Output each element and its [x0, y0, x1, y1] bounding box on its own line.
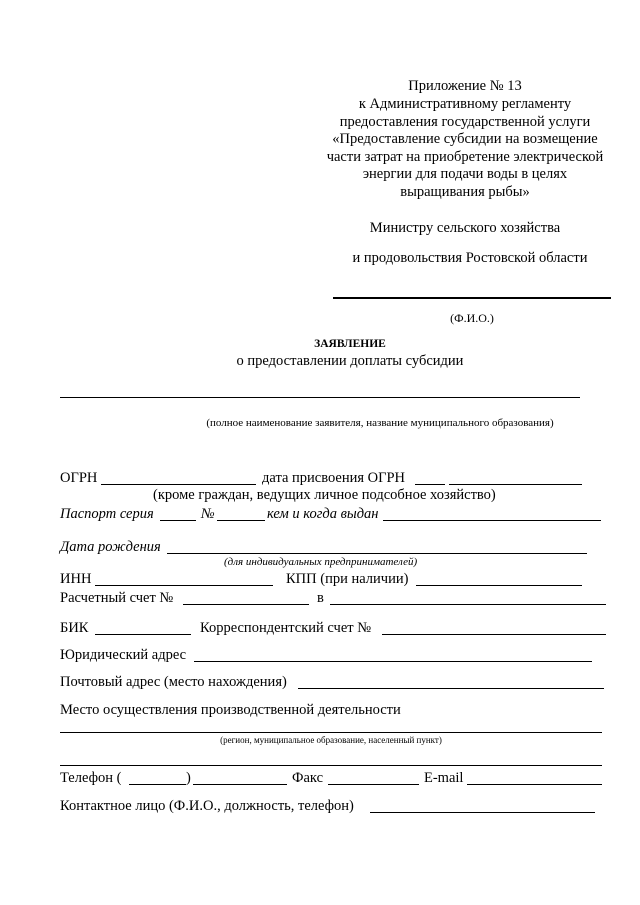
legal-address-field[interactable] [194, 661, 592, 662]
contact-person-field[interactable] [370, 812, 595, 813]
fio-caption: (Ф.И.О.) [450, 311, 494, 325]
appendix-line-6: энергии для подачи воды в целях [362, 166, 568, 182]
account-field[interactable] [183, 604, 309, 605]
inn-field[interactable] [95, 585, 273, 586]
production-place-field-2[interactable] [60, 765, 602, 766]
phone-code-field[interactable] [129, 784, 186, 785]
production-place-field[interactable] [60, 732, 602, 733]
passport-number-field[interactable] [217, 520, 265, 521]
fax-field[interactable] [328, 784, 419, 785]
kpp-field[interactable] [416, 585, 582, 586]
bik-label: БИК [60, 620, 89, 636]
ogrn-note: (кроме граждан, ведущих личное подсобное хозяйство) [153, 487, 496, 503]
contact-person-label: Контактное лицо (Ф.И.О., должность, телефон) [60, 798, 354, 814]
passport-series-label: Паспорт серия [60, 506, 154, 522]
ogrn-field[interactable] [101, 484, 256, 485]
email-field[interactable] [467, 784, 602, 785]
ogrn-date-field-b[interactable] [449, 484, 582, 485]
appendix-line-2: к Административному регламенту [358, 96, 572, 112]
applicant-name-caption: (полное наименование заявителя, название муниципального образования) [206, 417, 554, 429]
corr-account-field[interactable] [382, 634, 606, 635]
phone-label: Телефон ( [60, 770, 122, 786]
phone-number-field[interactable] [193, 784, 287, 785]
appendix-line-5: части затрат на приобретение электрической [326, 149, 604, 165]
postal-address-label: Почтовый адрес (место нахождения) [60, 674, 287, 690]
document-subtitle: о предоставлении доплаты субсидии [236, 353, 464, 369]
passport-series-field[interactable] [160, 520, 196, 521]
phone-close-paren: ) [186, 770, 191, 786]
email-label: E-mail [424, 770, 464, 786]
addressee-line-1: Министру сельского хозяйства [369, 220, 561, 236]
birth-date-label: Дата рождения [60, 539, 161, 555]
fio-underline[interactable] [333, 297, 611, 299]
account-in-label: в [317, 590, 324, 606]
entrepreneur-note: (для индивидуальных предпринимателей) [224, 556, 418, 568]
kpp-label: КПП (при наличии) [286, 571, 409, 587]
ogrn-label: ОГРН [60, 470, 98, 486]
inn-label: ИНН [60, 571, 92, 587]
appendix-line-3: предоставления государственной услуги [339, 114, 591, 130]
postal-address-field[interactable] [298, 688, 604, 689]
birth-date-field[interactable] [167, 553, 587, 554]
account-label: Расчетный счет № [60, 590, 174, 606]
legal-address-label: Юридический адрес [60, 647, 187, 663]
production-place-label: Место осуществления производственной деятельности [60, 702, 401, 718]
passport-number-label: № [201, 506, 215, 522]
appendix-line-1: Приложение № 13 [408, 78, 522, 94]
appendix-line-4: «Предоставление субсидии на возмещение [332, 131, 598, 147]
document-title: ЗАЯВЛЕНИЕ [314, 338, 386, 350]
ogrn-date-label: дата присвоения ОГРН [262, 470, 406, 486]
fax-label: Факс [292, 770, 324, 786]
bank-name-field[interactable] [330, 604, 606, 605]
corr-account-label: Корреспондентский счет № [200, 620, 372, 636]
bik-field[interactable] [95, 634, 191, 635]
ogrn-date-field-a[interactable] [415, 484, 445, 485]
passport-issued-field[interactable] [383, 520, 601, 521]
appendix-line-7: выращивания рыбы» [400, 184, 530, 200]
production-place-caption: (регион, муниципальное образование, населенный пункт) [220, 735, 442, 745]
addressee-line-2: и продовольствия Ростовской области [352, 250, 588, 266]
passport-issued-label: кем и когда выдан [267, 506, 379, 522]
applicant-name-field[interactable] [60, 397, 580, 398]
